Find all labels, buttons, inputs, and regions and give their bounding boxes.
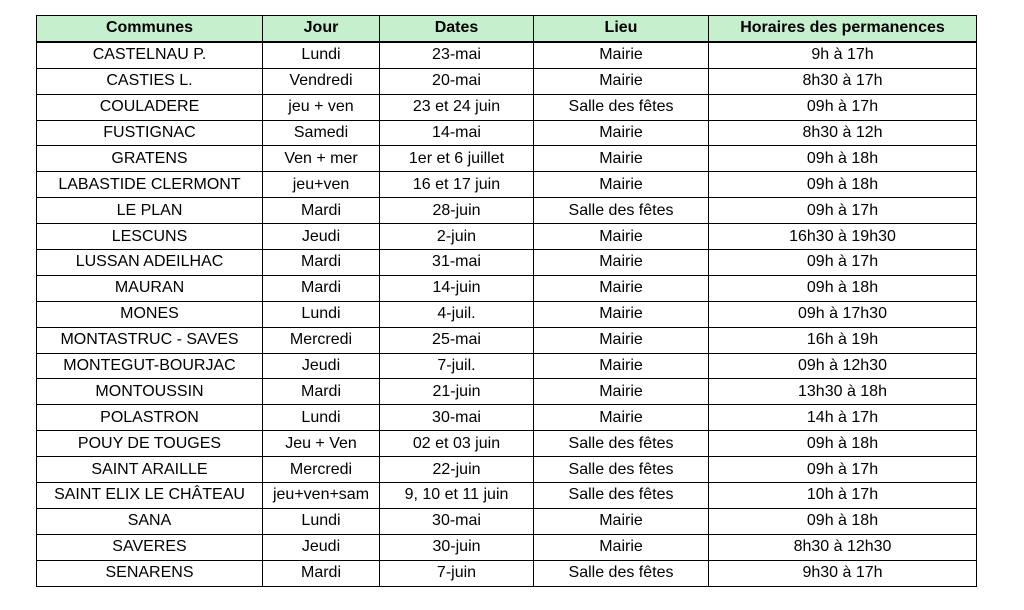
cell-jour: Lundi: [263, 301, 380, 327]
cell-dates: 1er et 6 juillet: [380, 146, 534, 172]
cell-horaires: 16h à 19h: [709, 327, 977, 353]
cell-jour: Samedi: [263, 120, 380, 146]
cell-commune: MONTASTRUC - SAVES: [37, 327, 263, 353]
permanences-table: [36, 15, 977, 587]
cell-horaires: 09h à 18h: [709, 508, 977, 534]
cell-jour: Mardi: [263, 198, 380, 224]
cell-lieu: Mairie: [534, 301, 709, 327]
cell-jour: jeu+ven+sam: [263, 483, 380, 509]
cell-dates: 9, 10 et 11 juin: [380, 483, 534, 509]
table-row: [37, 275, 977, 301]
cell-horaires: 09h à 17h: [709, 94, 977, 120]
table-row: [37, 172, 977, 198]
cell-lieu: Mairie: [534, 224, 709, 250]
table-body: [37, 42, 977, 586]
cell-commune: MAURAN: [37, 275, 263, 301]
cell-dates: 30-juin: [380, 534, 534, 560]
cell-jour: jeu + ven: [263, 94, 380, 120]
cell-lieu: Mairie: [534, 353, 709, 379]
column-header-communes: Communes: [37, 16, 263, 42]
cell-horaires: 09h à 17h: [709, 250, 977, 276]
cell-horaires: 09h à 18h: [709, 431, 977, 457]
cell-lieu: Mairie: [534, 250, 709, 276]
table-row: [37, 508, 977, 534]
cell-dates: 7-juil.: [380, 353, 534, 379]
table-row: [37, 250, 977, 276]
cell-dates: 30-mai: [380, 405, 534, 431]
cell-lieu: Salle des fêtes: [534, 198, 709, 224]
column-header-dates: Dates: [380, 16, 534, 42]
table-row: [37, 94, 977, 120]
table-row: [37, 353, 977, 379]
cell-lieu: Mairie: [534, 42, 709, 68]
cell-commune: MONTEGUT-BOURJAC: [37, 353, 263, 379]
cell-lieu: Mairie: [534, 120, 709, 146]
cell-lieu: Mairie: [534, 405, 709, 431]
cell-horaires: 8h30 à 12h30: [709, 534, 977, 560]
cell-dates: 4-juil.: [380, 301, 534, 327]
cell-jour: Lundi: [263, 42, 380, 68]
table-row: [37, 224, 977, 250]
cell-horaires: 09h à 17h: [709, 457, 977, 483]
cell-lieu: Salle des fêtes: [534, 431, 709, 457]
cell-commune: GRATENS: [37, 146, 263, 172]
table-header: [37, 16, 977, 42]
table-row: [37, 68, 977, 94]
cell-dates: 23-mai: [380, 42, 534, 68]
cell-dates: 30-mai: [380, 508, 534, 534]
cell-jour: Lundi: [263, 508, 380, 534]
cell-dates: 20-mai: [380, 68, 534, 94]
cell-jour: Jeudi: [263, 224, 380, 250]
cell-commune: CASTELNAU P.: [37, 42, 263, 68]
cell-jour: Jeudi: [263, 534, 380, 560]
cell-dates: 21-juin: [380, 379, 534, 405]
cell-horaires: 13h30 à 18h: [709, 379, 977, 405]
cell-commune: LE PLAN: [37, 198, 263, 224]
column-header-jour: Jour: [263, 16, 380, 42]
cell-dates: 02 et 03 juin: [380, 431, 534, 457]
cell-dates: 25-mai: [380, 327, 534, 353]
cell-lieu: Mairie: [534, 68, 709, 94]
table-row: [37, 198, 977, 224]
cell-horaires: 09h à 17h30: [709, 301, 977, 327]
table-row: [37, 146, 977, 172]
cell-jour: Ven + mer: [263, 146, 380, 172]
cell-jour: Mardi: [263, 250, 380, 276]
cell-lieu: Salle des fêtes: [534, 457, 709, 483]
table-row: [37, 483, 977, 509]
cell-lieu: Mairie: [534, 379, 709, 405]
cell-commune: MONTOUSSIN: [37, 379, 263, 405]
cell-lieu: Mairie: [534, 275, 709, 301]
cell-lieu: Salle des fêtes: [534, 94, 709, 120]
cell-horaires: 8h30 à 17h: [709, 68, 977, 94]
cell-commune: LESCUNS: [37, 224, 263, 250]
cell-jour: Jeu + Ven: [263, 431, 380, 457]
cell-commune: LUSSAN ADEILHAC: [37, 250, 263, 276]
cell-commune: SAINT ARAILLE: [37, 457, 263, 483]
table-row: [37, 431, 977, 457]
cell-jour: Mardi: [263, 275, 380, 301]
cell-commune: CASTIES L.: [37, 68, 263, 94]
table-row: [37, 457, 977, 483]
cell-lieu: Mairie: [534, 172, 709, 198]
cell-dates: 31-mai: [380, 250, 534, 276]
header-row: [37, 16, 977, 42]
cell-commune: COULADERE: [37, 94, 263, 120]
cell-dates: 22-juin: [380, 457, 534, 483]
cell-commune: SAINT ELIX LE CHÂTEAU: [37, 483, 263, 509]
table-row: [37, 560, 977, 586]
cell-commune: SAVERES: [37, 534, 263, 560]
cell-lieu: Mairie: [534, 508, 709, 534]
cell-lieu: Mairie: [534, 146, 709, 172]
table-row: [37, 120, 977, 146]
table-row: [37, 327, 977, 353]
cell-horaires: 14h à 17h: [709, 405, 977, 431]
cell-horaires: 09h à 18h: [709, 172, 977, 198]
cell-horaires: 16h30 à 19h30: [709, 224, 977, 250]
cell-horaires: 09h à 12h30: [709, 353, 977, 379]
cell-horaires: 09h à 18h: [709, 275, 977, 301]
cell-dates: 16 et 17 juin: [380, 172, 534, 198]
table-row: [37, 379, 977, 405]
cell-commune: SENARENS: [37, 560, 263, 586]
cell-jour: jeu+ven: [263, 172, 380, 198]
cell-jour: Mardi: [263, 560, 380, 586]
cell-dates: 2-juin: [380, 224, 534, 250]
cell-dates: 14-mai: [380, 120, 534, 146]
cell-lieu: Mairie: [534, 327, 709, 353]
cell-horaires: 9h30 à 17h: [709, 560, 977, 586]
cell-commune: POUY DE TOUGES: [37, 431, 263, 457]
cell-jour: Lundi: [263, 405, 380, 431]
table-row: [37, 534, 977, 560]
cell-commune: FUSTIGNAC: [37, 120, 263, 146]
cell-dates: 28-juin: [380, 198, 534, 224]
cell-dates: 14-juin: [380, 275, 534, 301]
table-row: [37, 301, 977, 327]
cell-horaires: 8h30 à 12h: [709, 120, 977, 146]
cell-lieu: Salle des fêtes: [534, 483, 709, 509]
cell-dates: 23 et 24 juin: [380, 94, 534, 120]
cell-lieu: Mairie: [534, 534, 709, 560]
table-row: [37, 405, 977, 431]
cell-commune: LABASTIDE CLERMONT: [37, 172, 263, 198]
cell-dates: 7-juin: [380, 560, 534, 586]
cell-jour: Mardi: [263, 379, 380, 405]
cell-jour: Jeudi: [263, 353, 380, 379]
cell-jour: Vendredi: [263, 68, 380, 94]
cell-horaires: 09h à 18h: [709, 146, 977, 172]
cell-commune: POLASTRON: [37, 405, 263, 431]
column-header-horaires: Horaires des permanences: [709, 16, 977, 42]
column-header-lieu: Lieu: [534, 16, 709, 42]
table-row: [37, 42, 977, 68]
cell-lieu: Salle des fêtes: [534, 560, 709, 586]
cell-horaires: 10h à 17h: [709, 483, 977, 509]
cell-commune: SANA: [37, 508, 263, 534]
cell-jour: Mercredi: [263, 457, 380, 483]
cell-horaires: 09h à 17h: [709, 198, 977, 224]
cell-horaires: 9h à 17h: [709, 42, 977, 68]
cell-commune: MONES: [37, 301, 263, 327]
cell-jour: Mercredi: [263, 327, 380, 353]
